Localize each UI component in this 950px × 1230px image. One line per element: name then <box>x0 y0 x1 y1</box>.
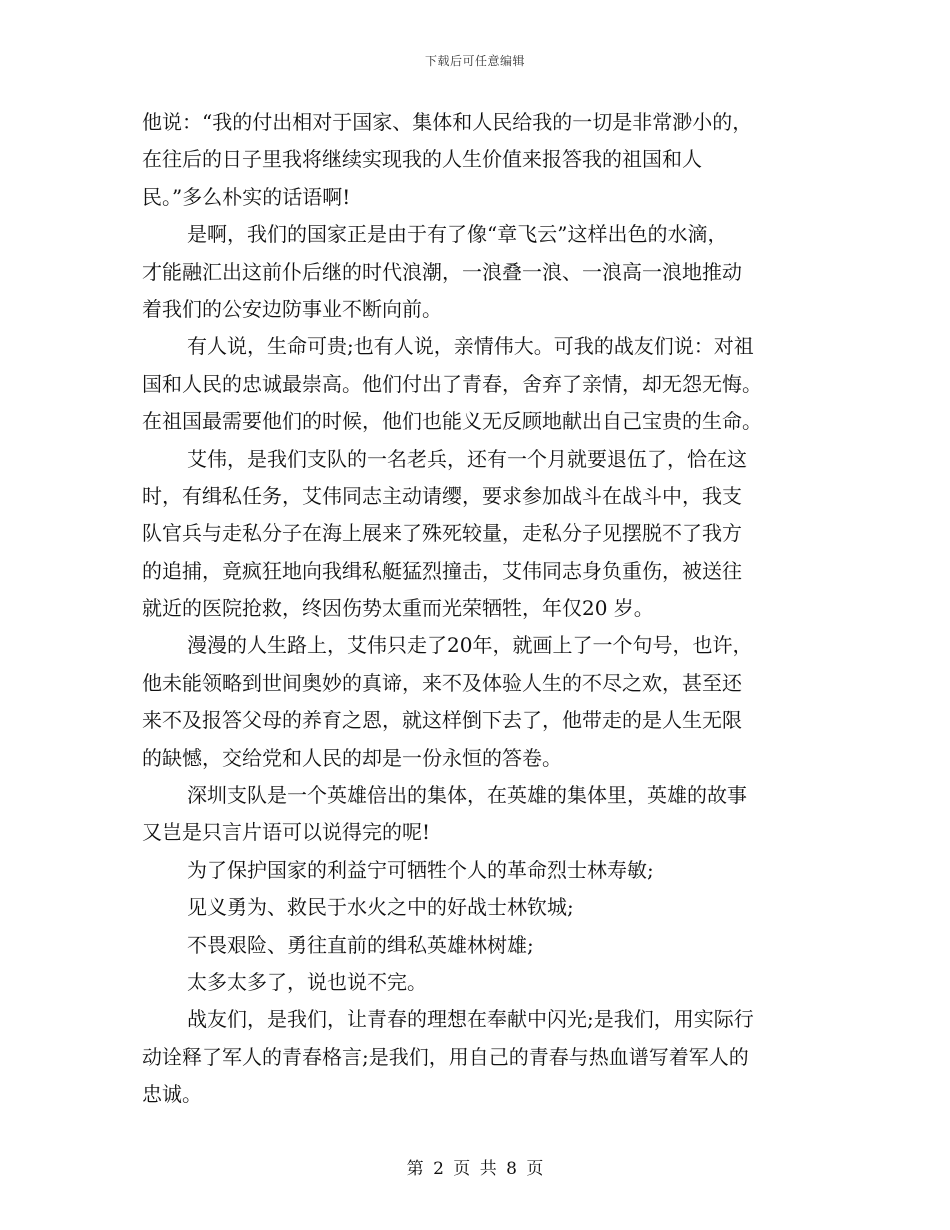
text-line: 的缺憾，交给党和人民的却是一份永恒的答卷。 <box>142 745 562 770</box>
text-line: 深圳支队是一个英雄倍出的集体，在英雄的集体里，英雄的故事 <box>187 783 747 808</box>
text-line: 不畏艰险、勇往直前的缉私英雄林树雄; <box>187 932 534 957</box>
text-line: 时，有缉私任务，艾伟同志主动请缨，要求参加战斗在战斗中，我支 <box>142 483 742 508</box>
text-line: 太多太多了，说也说不完。 <box>187 969 427 994</box>
text-line: 为了保护国家的利益宁可牺牲个人的革命烈士林寿敏; <box>187 857 654 882</box>
text-line: 队官兵与走私分子在海上展来了殊死较量，走私分子见摆脱不了我方 <box>142 521 742 546</box>
text-line: 他说：“我的付出相对于国家、集体和人民给我的一切是非常渺小的， <box>142 110 753 134</box>
text-line: 着我们的公安边防事业不断向前。 <box>142 296 442 321</box>
text-line: 有人说，生命可贵;也有人说，亲情伟大。可我的战友们说：对祖 <box>187 334 754 359</box>
text-line: 战友们，是我们，让青春的理想在奉献中闪光;是我们，用实际行 <box>187 1007 754 1032</box>
text-line: 漫漫的人生路上，艾伟只走了20年，就画上了一个句号，也许， <box>187 633 753 658</box>
page-number-footer: 第 2 页 共 8 页 <box>406 1159 544 1179</box>
text-line: 的追捕，竟疯狂地向我缉私艇猛烈撞击，艾伟同志身负重伤，被送往 <box>142 558 742 583</box>
text-line: 在祖国最需要他们的时候，他们也能义无反顾地献出自己宝贵的生命。 <box>142 409 762 434</box>
text-line: 民。”多么朴实的话语啊! <box>142 184 351 209</box>
text-line: 是啊，我们的国家正是由于有了像“章飞云”这样出色的水滴， <box>187 222 728 247</box>
text-line: 见义勇为、救民于水火之中的好战士林钦城; <box>187 895 574 920</box>
text-line: 他未能领略到世间奥妙的真谛，来不及体验人生的不尽之欢，甚至还 <box>142 670 742 695</box>
text-line: 国和人民的忠诚最崇高。他们付出了青春，舍弃了亲情，却无怨无悔。 <box>142 371 762 396</box>
text-line: 在往后的日子里我将继续实现我的人生价值来报答我的祖国和人 <box>142 147 702 172</box>
text-line: 艾伟，是我们支队的一名老兵，还有一个月就要退伍了，恰在这 <box>187 446 747 471</box>
text-line: 来不及报答父母的养育之恩，就这样倒下去了，他带走的是人生无限 <box>142 708 742 733</box>
text-line: 才能融汇出这前仆后继的时代浪潮，一浪叠一浪、一浪高一浪地推动 <box>142 259 742 284</box>
document-body <box>142 104 812 1114</box>
text-line: 就近的医院抢救，终因伤势太重而光荣牺牲，年仅20 岁。 <box>142 596 654 621</box>
text-line: 又岂是只言片语可以说得完的呢! <box>142 820 431 845</box>
text-line: 动诠释了军人的青春格言;是我们，用自己的青春与热血谱写着军人的 <box>142 1044 749 1069</box>
text-line: 忠诚。 <box>142 1082 202 1107</box>
page-header: 下载后可任意编辑 <box>424 54 525 68</box>
